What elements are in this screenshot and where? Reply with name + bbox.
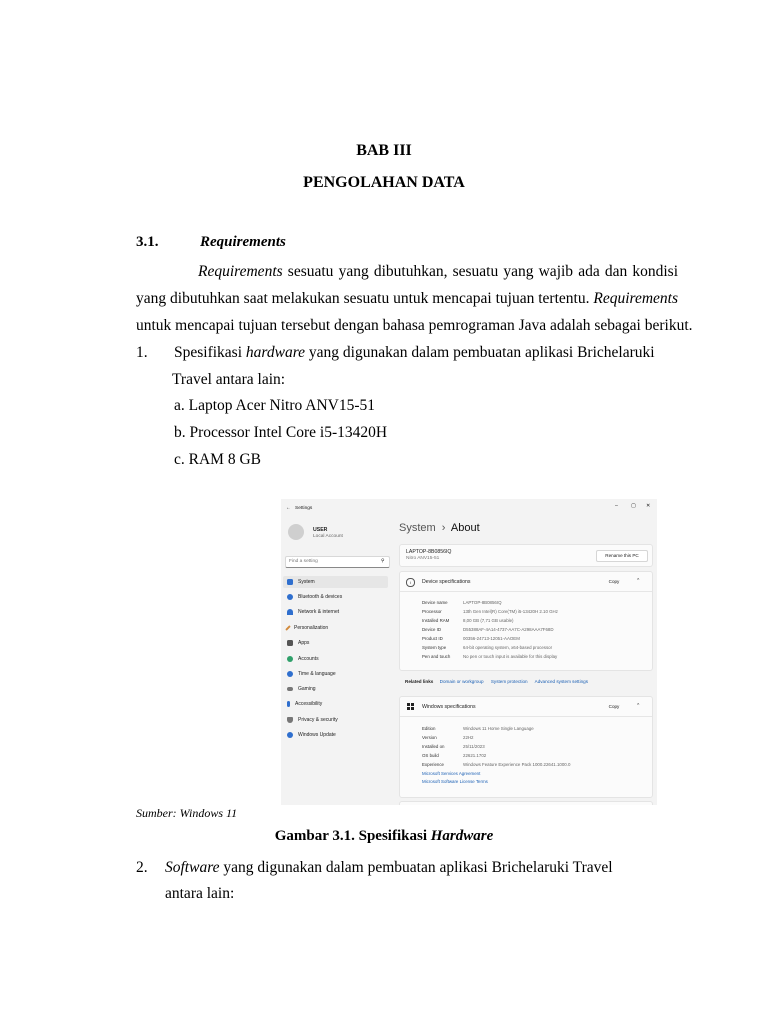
spec-row: Device name LAPTOP-8B0856IQ [422,600,502,605]
term-requirements: Requirements [198,263,283,280]
sidebar-item-apps[interactable]: Apps [287,640,309,646]
chevron-right-icon: › [441,522,446,534]
update-icon [287,732,293,738]
breadcrumb-parent[interactable]: System [399,522,436,534]
wifi-icon [287,609,293,615]
sidebar-item-privacy[interactable]: Privacy & security [287,717,338,723]
spec-row: Experience Windows Feature Experience Pack 1000.22641.1000.0 [422,762,571,767]
device-specs-card [399,571,653,671]
spec-row: Pen and touch No pen or touch input is available for this display [422,654,558,659]
search-input[interactable]: Find a setting ⚲ [285,556,390,568]
sidebar-item-system[interactable]: System [287,579,315,585]
chapter-title: PENGOLAHAN DATA [303,174,465,191]
link-license-terms[interactable]: Microsoft Software License Terms [422,779,488,784]
section-number: 3.1. [136,234,159,250]
windows-specs-title: Windows specifications [422,704,476,710]
copy-windows-specs-button[interactable]: Copy [608,704,620,709]
spec-row: OS build 22621.1702 [422,753,487,758]
paragraph-line-2: yang dibutuhkan saat melakukan sesuatu untuk mencapai tujuan tertentu. Requirements [136,290,679,307]
spec-row: Device ID D55388AF-4A14-4737-AA7C-A298AAA7F68D [422,627,554,632]
close-icon: ✕ [646,503,651,509]
list-item-continuation: Travel antara lain: [172,371,286,388]
section-title: Requirements [200,234,286,250]
device-specs-title: Device specifications [422,579,471,585]
info-icon: i [406,578,415,587]
divider [400,716,652,717]
accessibility-icon [287,701,290,707]
search-icon: ⚲ [381,559,385,564]
spec-row: System type 64-bit operating system, x64-based processor [422,645,553,650]
breadcrumb [399,522,480,534]
device-name-heading: LAPTOP-8B0856IQ [406,549,452,555]
device-header-card [399,544,653,567]
shield-icon [287,717,293,723]
sidebar-item-personalization[interactable]: Personalization [287,625,328,631]
maximize-icon: ▢ [631,503,636,509]
user-name: USER [313,527,328,533]
bluetooth-icon [287,594,293,600]
sidebar-item-windows-update[interactable]: Windows Update [287,732,336,738]
spec-row: Installed on 25/11/2023 [422,744,485,749]
minimize-icon: – [615,503,618,509]
brush-icon [285,625,291,631]
sidebar-item-gaming[interactable]: Gaming [287,686,316,692]
divider [400,591,652,592]
settings-screenshot [281,499,657,805]
spec-row: Processor 13th Gen Intel(R) Core(TM) i5-13420H 2.10 GHz [422,609,558,614]
link-system-protection[interactable]: System protection [490,679,528,684]
list-item-hardware: Spesifikasi hardware yang digunakan dalam pembuatan aplikasi Brichelaruki [174,344,655,361]
rename-pc-button[interactable]: Rename this PC [596,550,648,562]
breadcrumb-current: About [450,522,480,534]
person-icon [287,656,293,662]
support-card [399,801,653,805]
globe-icon [287,671,293,677]
sidebar-item-network[interactable]: Network & internet [287,609,339,615]
spec-row: Edition Windows 11 Home Single Language [422,726,534,731]
figure-caption: Gambar 3.1. Spesifikasi Hardware [274,828,494,844]
chevron-up-icon[interactable]: ⌃ [636,578,641,584]
link-domain-workgroup[interactable]: Domain or workgroup [439,679,484,684]
chapter-heading: BAB III [356,142,412,159]
windows-specs-card [399,696,653,798]
figure-source: Sumber: Windows 11 [136,806,238,820]
sub-item: c. RAM 8 GB [174,451,261,468]
user-account-type: Local Account [313,534,343,539]
sub-item: a. Laptop Acer Nitro ANV15-51 [174,397,376,414]
copy-device-specs-button[interactable]: Copy [608,579,620,584]
sidebar-item-time-language[interactable]: Time & language [287,671,336,677]
list-item-software: Software yang digunakan dalam pembuatan aplikasi Brichelaruki Travel [165,859,613,876]
avatar [288,524,304,540]
window-title: Settings [295,506,313,511]
windows-logo-icon [407,703,414,710]
term-requirements: Requirements [593,290,679,307]
sidebar-item-bluetooth[interactable]: Bluetooth & devices [287,594,342,600]
spec-row: Product ID 00356-24713-12051-AAOEM [422,636,520,641]
back-arrow-icon: ← [286,506,291,511]
related-links-row: Related links Domain or workgroup System protection Advanced system settings [405,679,589,684]
apps-icon [287,640,293,646]
sidebar-item-accessibility[interactable]: Accessibility [287,701,322,707]
list-item-continuation: antara lain: [165,885,235,902]
link-services-agreement[interactable]: Microsoft Services Agreement [422,771,481,776]
device-model: Nitro ANV15-51 [406,556,440,561]
link-advanced-system-settings[interactable]: Advanced system settings [534,679,589,684]
sidebar-item-accounts[interactable]: Accounts [287,656,319,662]
chevron-up-icon[interactable]: ⌃ [636,703,641,709]
spec-row: Installed RAM 8,00 GB (7,71 GB usable) [422,618,514,623]
system-icon [287,579,293,585]
list-number: 1. [136,344,148,361]
list-number: 2. [136,859,148,876]
gamepad-icon [287,687,293,691]
paragraph-line-3: untuk mencapai tujuan tersebut dengan bahasa pemrograman Java adalah sebagai berikut. [136,317,693,334]
paragraph-line-1: Requirements sesuatu yang dibutuhkan, sesuatu yang wajib ada dan kondisi [198,263,678,280]
sub-item: b. Processor Intel Core i5-13420H [174,424,388,441]
spec-row: Version 22H2 [422,735,474,740]
